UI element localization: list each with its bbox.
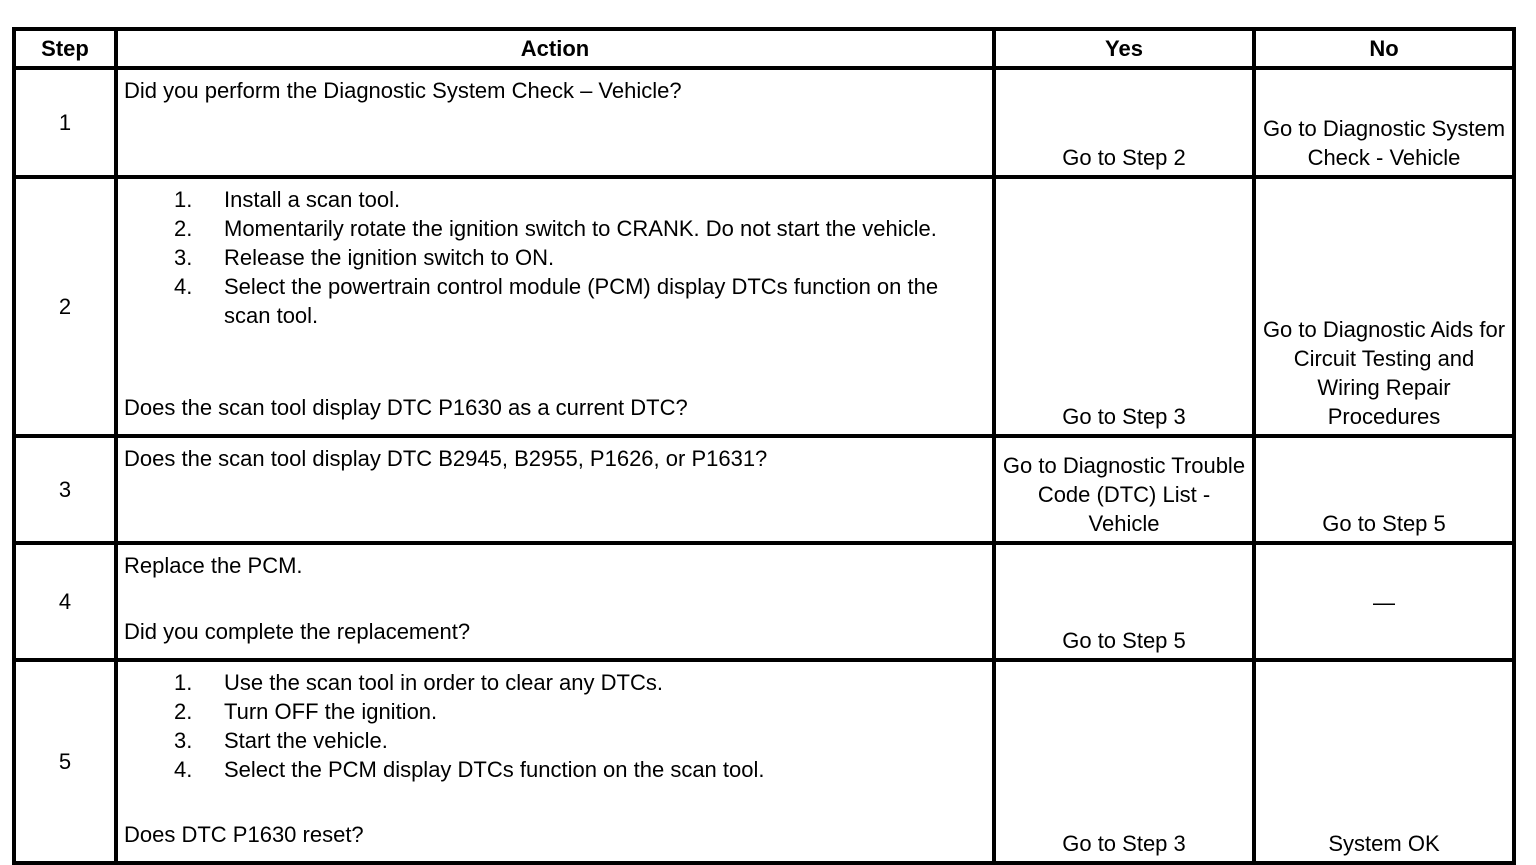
action-question: Does DTC P1630 reset? (124, 822, 364, 847)
table-row (14, 660, 1514, 863)
table-row (14, 177, 1514, 436)
action-steps-list (124, 185, 986, 330)
header-action: Action (116, 29, 994, 68)
step-number: 3 (14, 436, 116, 543)
no-cell: Go to Step 5 (1254, 436, 1514, 543)
table-row (14, 543, 1514, 660)
action-steps-list (124, 668, 986, 784)
action-question: Does the scan tool display DTC P1630 as a current DTC? (124, 395, 688, 420)
yes-cell: Go to Step 2 (994, 68, 1254, 177)
list-item: 3. Release the ignition switch to ON. (174, 245, 555, 270)
yes-cell: Go to Step 3 (994, 177, 1254, 436)
header-step: Step (14, 29, 116, 68)
list-item: 2. Momentarily rotate the ignition switch to CRANK. Do not start the vehicle. (174, 216, 937, 241)
step-number: 4 (14, 543, 116, 660)
action-question: Does the scan tool display DTC B2945, B2955, P1626, or P1631? (124, 446, 768, 471)
step-number: 2 (14, 177, 116, 436)
no-cell: Go to Diagnostic Aids for Circuit Testing and Wiring Repair Procedures (1254, 177, 1514, 436)
action-question: Did you perform the Diagnostic System Check – Vehicle? (124, 78, 682, 103)
action-cell (116, 68, 994, 177)
header-row (14, 29, 1514, 68)
list-item: 3. Start the vehicle. (174, 728, 388, 753)
header-yes: Yes (994, 29, 1254, 68)
action-cell (116, 436, 994, 543)
action-cell (116, 660, 994, 863)
table-row (14, 436, 1514, 543)
list-item: 1. Install a scan tool. (174, 187, 401, 212)
list-item: 4. Select the PCM display DTCs function on the scan tool. (174, 757, 765, 782)
action-cell (116, 543, 994, 660)
table-row (14, 68, 1514, 177)
action-question: Did you complete the replacement? (124, 619, 471, 644)
list-item: 2. Turn OFF the ignition. (174, 699, 438, 724)
yes-cell: Go to Step 5 (994, 543, 1254, 660)
no-cell: System OK (1254, 660, 1514, 863)
no-cell: — (1254, 543, 1514, 660)
action-cell (116, 177, 994, 436)
step-number: 1 (14, 68, 116, 177)
diagnostic-table (12, 27, 1516, 865)
no-cell: Go to Diagnostic System Check - Vehicle (1254, 68, 1514, 177)
header-no: No (1254, 29, 1514, 68)
yes-cell: Go to Diagnostic Trouble Code (DTC) List - Vehicle (994, 436, 1254, 543)
action-instruction: Replace the PCM. (124, 553, 303, 578)
list-item: 1. Use the scan tool in order to clear any DTCs. (174, 670, 663, 695)
yes-cell: Go to Step 3 (994, 660, 1254, 863)
list-item: 4. Select the powertrain control module (PCM) display DTCs function on the scan tool. (174, 274, 939, 328)
step-number: 5 (14, 660, 116, 863)
